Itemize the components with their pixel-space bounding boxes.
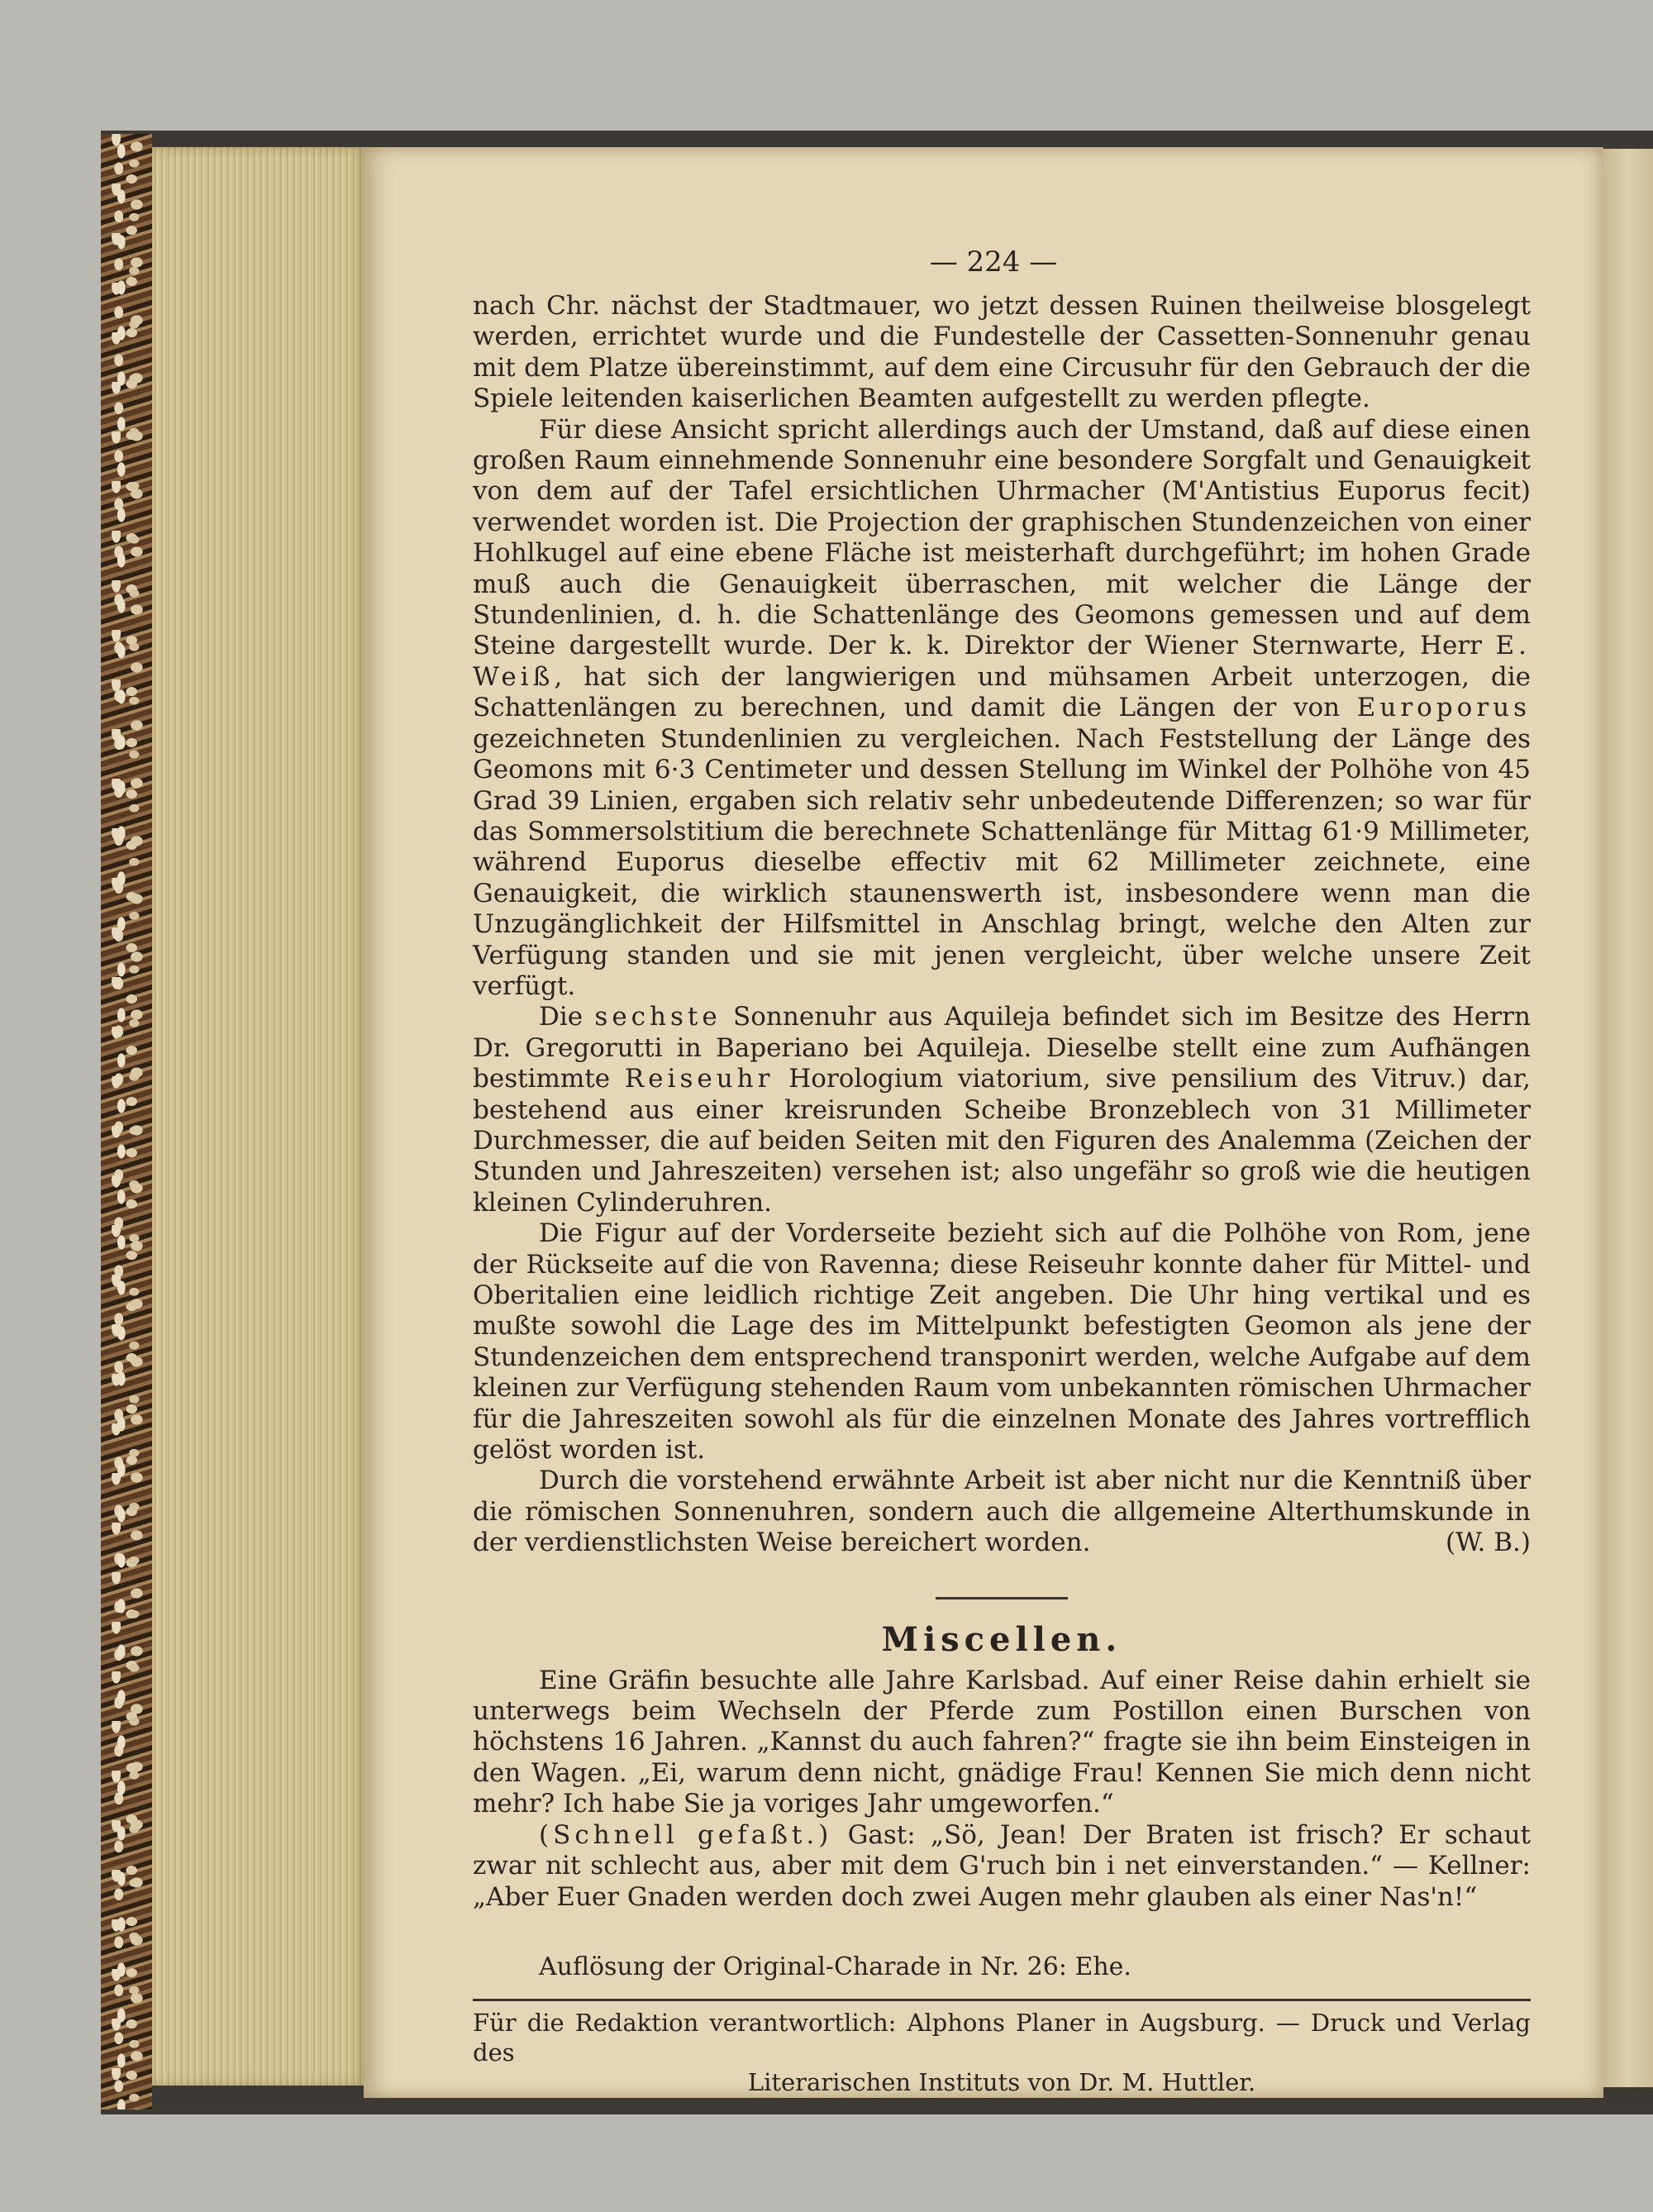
paragraph-text: Horologium viatorium, sive pensilium des Vitruv.) dar, bestehend aus einer kreisrunden Scheibe Bronzeblech von 31 Millimeter Durchmesser, die auf beiden Seiten mit den Figuren des Analemma (Zeichen der Stunden und Jahreszeiten) versehen ist; also ungefähr so groß wie die heutigen kleinen Cylinderuhren. [473, 1064, 1531, 1218]
imprint-line-2: Literarischen Instituts von Dr. M. Huttler. [747, 2067, 1256, 2096]
imprint-line-1: Für die Redaktion verantwortlich: Alphons Planer in Augsburg. — Druck und Verlag des [473, 2008, 1531, 2067]
right-page-edge [1595, 149, 1653, 2087]
paragraph-text: Gast: „Sö, Jean! Der Braten ist frisch? Er schaut zwar nit schlecht aus, aber mit dem G'ruch bin i net einverstanden.“ — Kellner: „Aber Euer Gnaden werden doch zwei Augen mehr glauben als einer Nas'n!“ [473, 1819, 1532, 1912]
marbled-edge [101, 134, 152, 2110]
spaced-name: E. Weiß [473, 631, 1531, 692]
article-paragraph-4: Die Figur auf der Vorderseite bezieht sich auf die Polhöhe von Rom, jene der Rückseite auf die von Ravenna; diese Reiseuhr konnte daher für Mittel- und Oberitalien eine leidlich richtige Zeit angeben. Die Uhr hing vertikal und es mußte sowohl die Lage des im Mittelpunkt befestigten Geomon als jene der Stundenzeichen dem entsprechend transponirt werden, welche Aufgabe auf dem kleinen zur Verfügung stehenden Raum vom unbekannten römischen Uhrmacher für die Jahreszeiten sowohl als für die einzelnen Monate des Jahres vortrefflich gelöst worden ist. [473, 1218, 1531, 1466]
paragraph-text: gezeichneten Stundenlinien zu vergleichen. Nach Feststellung der Länge des Geomons mit 6·3 Centimeter und dessen Stellung im Winkel der Polhöhe von 45 Grad 39 Linien, ergaben sich relativ sehr unbedeutende Differenzen; so war für das Sommersolstitium die berechnete Schattenlänge für Mittag 61·9 Millimeter, während Euporus dieselbe effectiv mit 62 Millimeter zeichnete, eine Genauigkeit, die wirklich staunenswerth ist, insbesondere wenn man die Unzugänglichkeit der Hilfsmittel in Anschlag bringt, welche den Alten zur Verfügung standen und sie mit jenen vergleicht, über welche unsere Zeit verfügt. [473, 723, 1531, 1001]
page-block-edge [152, 147, 367, 2086]
footer-rule [473, 1999, 1531, 2001]
section-divider [936, 1597, 1068, 1599]
paragraph-text: Durch die vorstehend erwähnte Arbeit ist aber nicht nur die Kenntniß über die römischen Sonnenuhren, sondern auch die allgemeine Alterthumskunde in der verdienstlichsten Weise bereichert worden. [473, 1466, 1531, 1558]
article-paragraph-5 [473, 1466, 1531, 1558]
spaced-word: Reiseuhr [624, 1064, 774, 1094]
article-paragraph-3 [473, 1002, 1531, 1218]
miscellen-paragraph-2 [473, 1820, 1531, 1913]
paragraph-text: Für diese Ansicht spricht allerdings auch der Umstand, daß auf diese einen großen Raum einnehmende Sonnenuhr eine besondere Sorgfalt und Genauigkeit von dem auf der Tafel ersichtlichen Uhrmacher (M'Antistius Euporus fecit) verwendet worden ist. Die Projection der graphischen Stundenzeichen von einer Hohlkugel auf eine ebene Fläche ist meisterhaft durchgeführt; im hohen Grade muß auch die Genauigkeit überraschen, mit welcher die Länge der Stundenlinien, d. h. die Schattenlänge des Geomons gemessen und auf dem Steine dargestellt wurde. Der k. k. Direktor der Wiener Sternwarte, Herr [473, 414, 1531, 661]
paragraph-text: Sonnenuhr aus Aquileja befindet sich im Besitze des Herrn Dr. Gregorutti in Baperiano bei Aquileja. Dieselbe stellt eine zum Aufhängen bestimmte [473, 1002, 1531, 1094]
imprint-footer [473, 2008, 1531, 2097]
miscellen-paragraph-1: Eine Gräfin besuchte alle Jahre Karlsbad. Auf einer Reise dahin erhielt sie unterwegs beim Wechseln der Pferde zum Postillon einen Burschen von höchstens 16 Jahren. „Kannst du auch fahren?“ fragte sie ihn beim Einsteigen in den Wagen. „Ei, warum denn nicht, gnädige Frau! Kennen Sie mich denn nicht mehr? Ich habe Sie ja voriges Jahr umgeworfen.“ [473, 1665, 1531, 1819]
anecdote-label: (Schnell gefaßt.) [539, 1819, 833, 1850]
page-content [473, 241, 1531, 2097]
author-signature: (W. B.) [1446, 1528, 1531, 1558]
charade-resolution: Auflösung der Original-Charade in Nr. 26: Ehe. [539, 1952, 1131, 1981]
spaced-word: sechste [594, 1002, 722, 1032]
page-number: — 224 — [929, 246, 1058, 279]
section-title: Miscellen. [881, 1619, 1122, 1659]
article-paragraph-1: nach Chr. nächst der Stadtmauer, wo jetzt dessen Ruinen theilweise blosgelegt werden, errichtet wurde und die Fundestelle der Cassetten-Sonnenuhr genau mit dem Platze übereinstimmt, auf dem eine Circusuhr für den Gebrauch der die Spiele leitenden kaiserlichen Beamten aufgestellt zu werden pflegte. [473, 291, 1531, 414]
article-paragraph-2 [473, 415, 1531, 1003]
paragraph-text: , hat sich der langwierigen und mühsamen Arbeit unterzogen, die Schattenlängen zu berechnen, und damit die Längen der von [473, 661, 1531, 723]
spaced-name: Europorus [1356, 693, 1532, 723]
paragraph-text: Die [539, 1002, 584, 1032]
